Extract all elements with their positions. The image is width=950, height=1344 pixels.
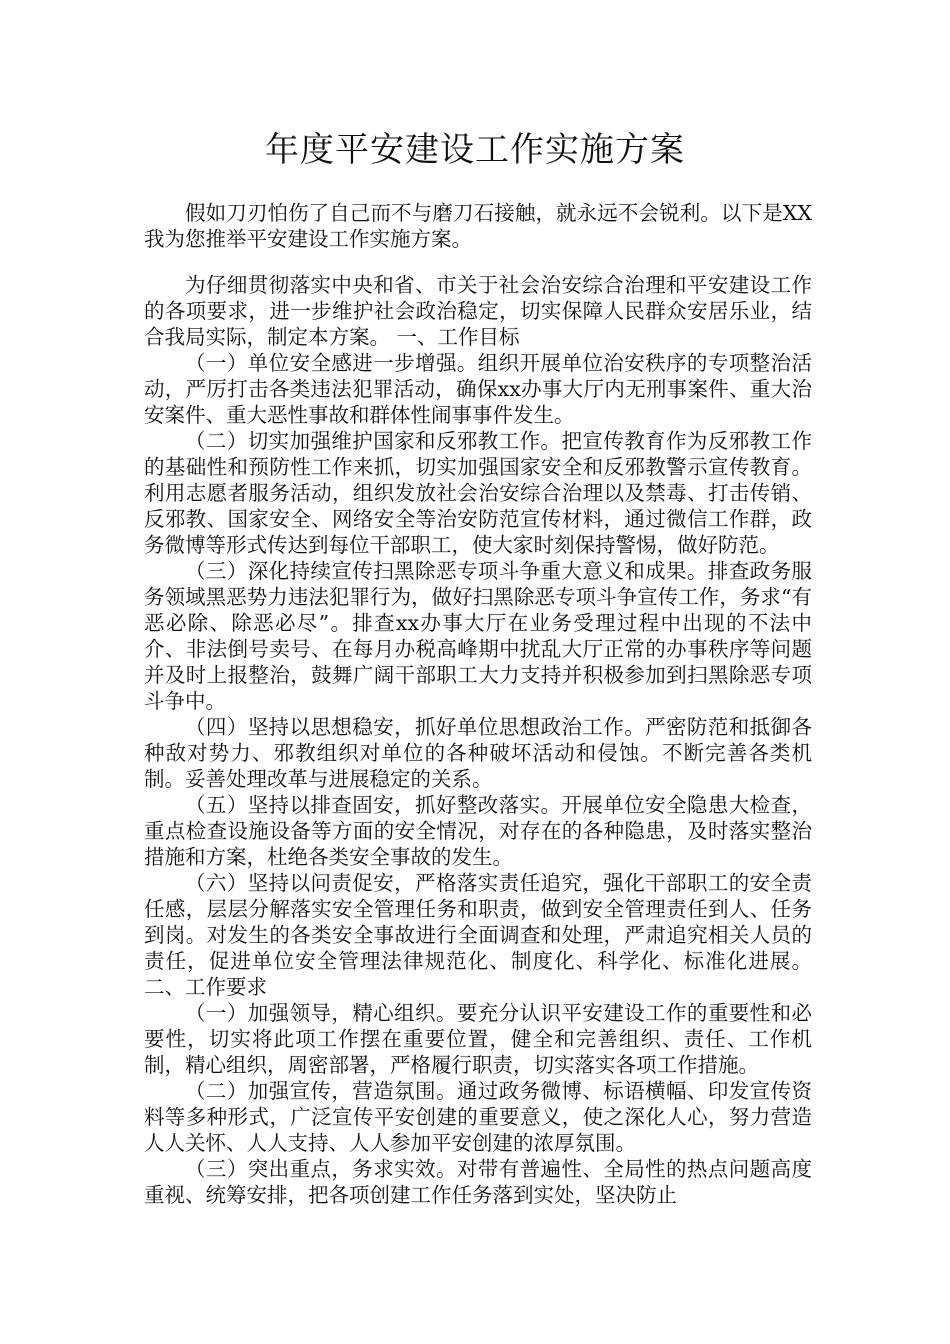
paragraph-goal-2: （二）切实加强维护国家和反邪教工作。把宣传教育作为反邪教工作的基础性和预防性工作来抓，切实加强国家安全和反邪教警示宣传教育。利用志愿者服务活动，组织发放社会治安综合治理以及禁毒、打击传销、反邪教、国家安全、网络安全等治安防范宣传材料，通过微信工作群，政务微博等形式传达到每位干部职工，使大家时刻保持警惕，做好防范。 bbox=[144, 429, 812, 557]
paragraph-goal-4: （四）坚持以思想稳安，抓好单位思想政治工作。严密防范和抵御各种敌对势力、邪教组织对单位的各种破坏活动和侵蚀。不断完善各类机制。妥善处理改革与进展稳定的关系。 bbox=[144, 715, 812, 791]
paragraph-requirement-3: （三）突出重点，务求实效。对带有普遍性、全局性的热点问题高度重视、统筹安排，把各项创建工作任务落到实处，坚决防止 bbox=[144, 1157, 812, 1207]
intro-section bbox=[144, 200, 812, 252]
paragraph-requirement-2: （二）加强宣传，营造氛围。通过政务微博、标语横幅、印发宣传资料等多种形式，广泛宣传平安创建的重要意义，使之深化人心，努力营造人人关怀、人人支持、人人参加平安创建的浓厚氛围。 bbox=[144, 1079, 812, 1155]
intro-paragraph: 假如刀刃怕伤了自己而不与磨刀石接触，就永远不会锐利。以下是XX我为您推举平安建设工作实施方案。 bbox=[144, 201, 812, 251]
paragraph-requirement-1: （一）加强领导，精心组织。要充分认识平安建设工作的重要性和必要性，切实将此项工作摆在重要位置，健全和完善组织、责任、工作机制，精心组织，周密部署，严格履行职责，切实落实各项工作措施。 bbox=[144, 1001, 812, 1077]
paragraph-preamble: 为仔细贯彻落实中央和省、市关于社会治安综合治理和平安建设工作的各项要求，进一步维护社会政治稳定，切实保障人民群众安居乐业，结合我局实际，制定本方案。 一、工作目标 bbox=[144, 273, 812, 349]
paragraph-goal-5: （五）坚持以排查固安，抓好整改落实。开展单位安全隐患大检查，重点检查设施设备等方面的安全情况，对存在的各种隐患，及时落实整治措施和方案，杜绝各类安全事故的发生。 bbox=[144, 793, 812, 869]
main-body bbox=[144, 272, 812, 1208]
paragraph-goal-6: （六）坚持以问责促安，严格落实责任追究，强化干部职工的安全责任感，层层分解落实安全管理任务和职责，做到安全管理责任到人、任务到岗。对发生的各类安全事故进行全面调查和处理，严肃追究相关人员的责任，促进单位安全管理法律规范化、制度化、科学化、标准化进展。 二、工作要求 bbox=[144, 871, 812, 999]
document-title: 年度平安建设工作实施方案 bbox=[265, 130, 685, 170]
paragraph-goal-3: （三）深化持续宣传扫黑除恶专项斗争重大意义和成果。排查政务服务领域黑恶势力违法犯罪行为，做好扫黑除恶专项斗争宣传工作，务求“有恶必除、除恶必尽”。排查xx办事大厅在业务受理过程中出现的不法中介、非法倒号卖号、在每月办税高峰期中扰乱大厅正常的办事秩序等问题并及时上报整治，鼓舞广阔干部职工大力支持并积极参加到扫黑除恶专项斗争中。 bbox=[144, 559, 812, 713]
paragraph-goal-1: （一）单位安全感进一步增强。组织开展单位治安秩序的专项整治活动，严厉打击各类违法犯罪活动，确保xx办事大厅内无刑事案件、重大治安案件、重大恶性事故和群体性闹事事件发生。 bbox=[144, 351, 812, 427]
